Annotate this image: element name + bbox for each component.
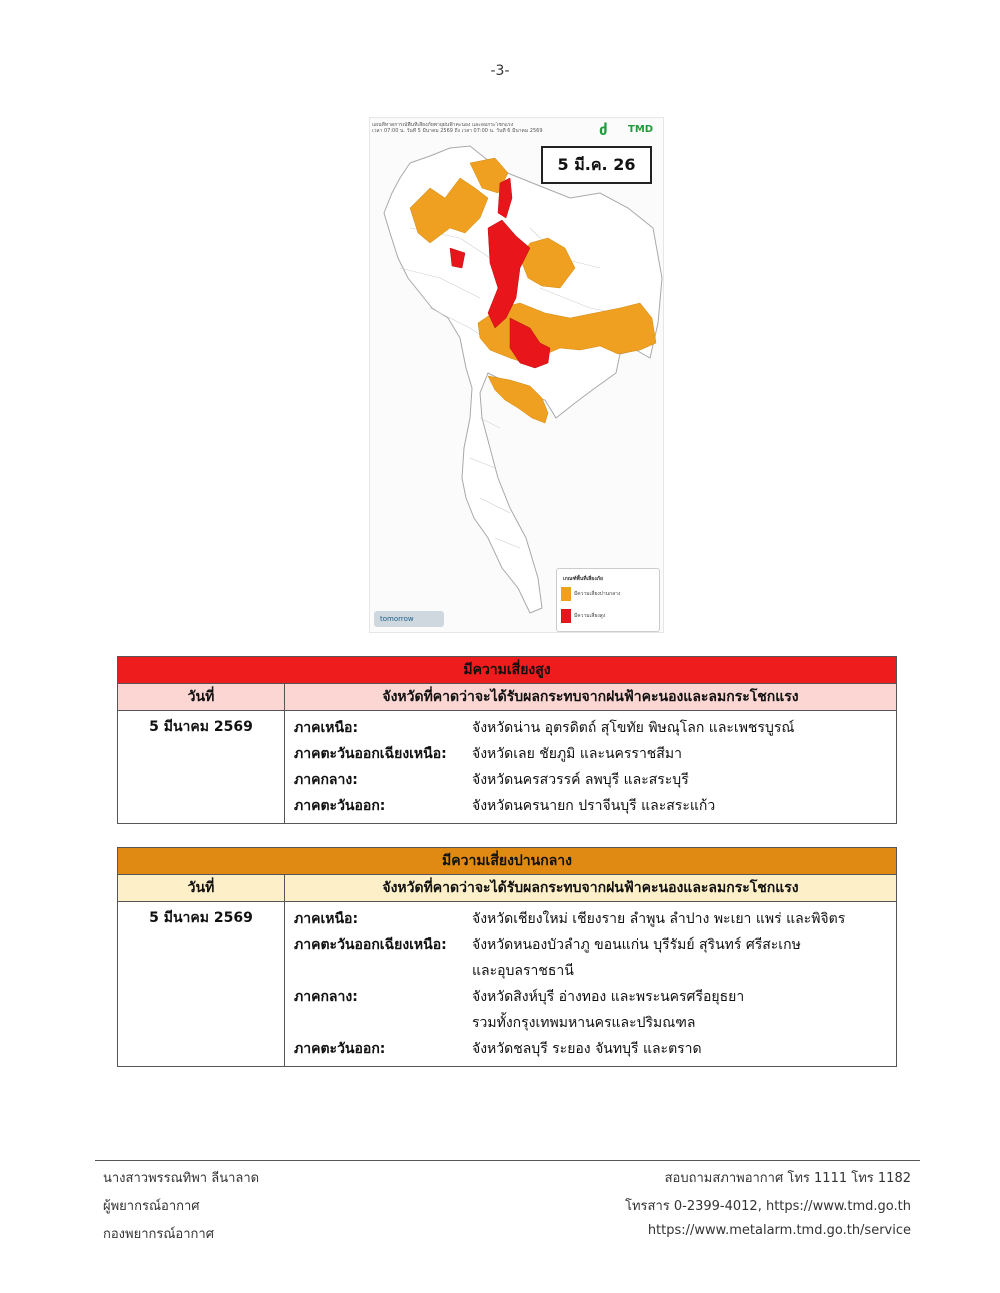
region-row [294, 906, 896, 932]
map-legend [556, 568, 660, 632]
region-name: ภาคตะวันออก: [294, 798, 386, 814]
region-provinces-continued: รวมทั้งกรุงเทพมหานครและปริมณฑล [472, 1015, 696, 1031]
high-risk-col-date: วันที่ [118, 684, 285, 711]
region-provinces: จังหวัดเลย ชัยภูมิ และนครราชสีมา [472, 746, 682, 762]
medium-risk-title-row [118, 848, 897, 875]
high-risk-title-row [118, 657, 897, 684]
map-header-line1: แผนที่ทาดการณ์พื้นที่เสี่ยงภัยพายุฝนฟ้าคะนอง และลมกระโชกแรง [372, 122, 514, 128]
region-provinces: จังหวัดนครสวรรค์ ลพบุรี และสระบุรี [472, 772, 689, 788]
region-name-empty [294, 958, 472, 984]
medium-risk-regions [285, 902, 897, 1067]
high-risk-title: มีความเสี่ยงสูง [118, 657, 897, 684]
footer-position: ผู้พยากรณ์อากาศ [103, 1199, 200, 1214]
region-row [294, 1036, 896, 1062]
thailand-map [370, 118, 663, 632]
region-name-empty [294, 1010, 472, 1036]
region-provinces: จังหวัดนครนายก ปราจีนบุรี และสระแก้ว [472, 798, 716, 814]
footer-name: นางสาวพรรณทิพา ลีนาลาด [103, 1171, 260, 1186]
region-provinces: จังหวัดสิงห์บุรี อ่างทอง และพระนครศรีอยุธยา [472, 989, 745, 1005]
legend-label-medium: มีความเสี่ยงปานกลาง [574, 591, 621, 597]
region-row [294, 932, 896, 958]
map-header-line2: เวลา 07:00 น. วันที่ 5 มีนาคม 2569 ถึง เวลา 07:00 น. วันที่ 6 มีนาคม 2569 [372, 128, 543, 134]
region-row [294, 984, 896, 1010]
footer-division: กองพยากรณ์อากาศ [103, 1227, 214, 1242]
region-row [294, 715, 896, 741]
legend-swatch-medium [561, 587, 571, 601]
medium-risk-col-date: วันที่ [118, 875, 285, 902]
region-provinces: จังหวัดน่าน อุตรดิตถ์ สุโขทัย พิษณุโลก และเพชรบูรณ์ [472, 720, 795, 736]
risk-map-figure [369, 117, 664, 633]
high-risk-body-row [118, 711, 897, 824]
region-name: ภาคกลาง: [294, 772, 358, 788]
region-name: ภาคเหนือ: [294, 720, 359, 736]
high-risk-col-provinces: จังหวัดที่คาดว่าจะได้รับผลกระทบจากฝนฟ้าคะนองและลมกระโชกแรง [285, 684, 897, 711]
medium-risk-date: 5 มีนาคม 2569 [118, 902, 285, 1067]
high-risk-table [117, 656, 897, 824]
region-row [294, 767, 896, 793]
medium-risk-col-provinces: จังหวัดที่คาดว่าจะได้รับผลกระทบจากฝนฟ้าคะนองและลมกระโชกแรง [285, 875, 897, 902]
map-header [372, 122, 582, 134]
region-provinces: จังหวัดชลบุรี ระยอง จันทบุรี และตราด [472, 1041, 702, 1057]
region-provinces: จังหวัดเชียงใหม่ เชียงราย ลำพูน ลำปาง พะเยา แพร่ และพิจิตร [472, 911, 846, 927]
medium-risk-title: มีความเสี่ยงปานกลาง [118, 848, 897, 875]
region-name: ภาคกลาง: [294, 989, 358, 1005]
region-row-continued [294, 958, 896, 984]
region-row [294, 741, 896, 767]
footer-url-link[interactable]: https://www.metalarm.tmd.go.th/service [647, 1223, 911, 1238]
legend-swatch-high [561, 609, 571, 623]
medium-risk-header-row [118, 875, 897, 902]
region-provinces-continued: และอุบลราชธานี [472, 963, 574, 979]
region-name: ภาคตะวันออกเฉียงเหนือ: [294, 937, 447, 953]
high-risk-date: 5 มีนาคม 2569 [118, 711, 285, 824]
footer-fax[interactable]: โทรสาร 0-2399-4012, https://www.tmd.go.th [625, 1199, 911, 1214]
region-name: ภาคเหนือ: [294, 911, 359, 927]
page-number: -3- [490, 63, 510, 79]
high-risk-header-row [118, 684, 897, 711]
region-row [294, 793, 896, 819]
region-row-continued [294, 1010, 896, 1036]
df-logo-icon: ძ [599, 121, 608, 139]
high-risk-regions [285, 711, 897, 824]
map-date-label: 5 มี.ค. 26 [541, 146, 652, 184]
footer-phone: สอบถามสภาพอากาศ โทร 1111 โทร 1182 [664, 1171, 911, 1186]
region-name: ภาคตะวันออกเฉียงเหนือ: [294, 746, 447, 762]
region-provinces: จังหวัดหนองบัวลำภู ขอนแก่น บุรีรัมย์ สุรินทร์ ศรีสะเกษ [472, 937, 801, 953]
medium-risk-table [117, 847, 897, 1067]
medium-risk-body-row [118, 902, 897, 1067]
legend-label-high: มีความเสี่ยงสูง [574, 613, 606, 619]
legend-title: เกณฑ์พื้นที่เสี่ยงภัย [563, 576, 603, 582]
region-name: ภาคตะวันออก: [294, 1041, 386, 1057]
tmd-logo: TMD [628, 124, 654, 135]
footer-divider [95, 1160, 920, 1161]
tomorrow-brand-label: tomorrow [374, 611, 444, 627]
